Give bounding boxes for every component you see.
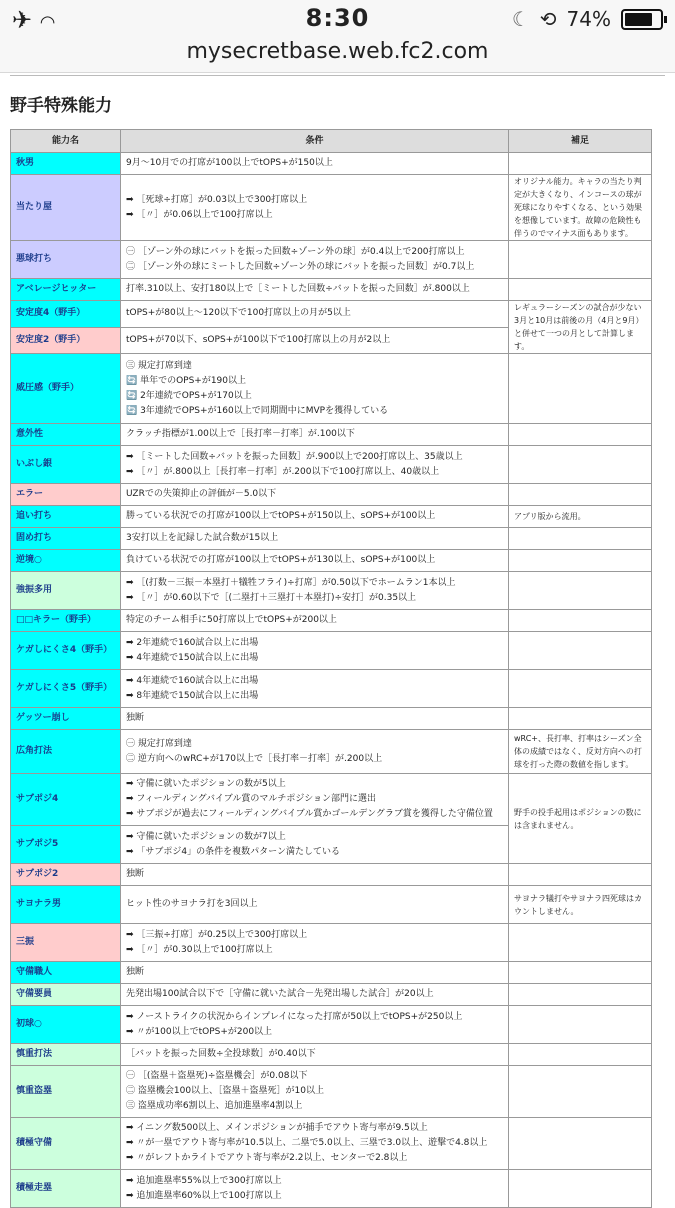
ability-condition: [121, 241, 509, 279]
battery-icon: [621, 9, 663, 30]
table-row: [11, 924, 652, 962]
ability-note-empty: [509, 670, 652, 708]
ability-condition: [121, 572, 509, 610]
ability-name: 追い打ち: [11, 506, 121, 528]
ability-condition: [121, 924, 509, 962]
ability-name: 秋男: [11, 153, 121, 175]
ability-name: サブポジ4: [11, 774, 121, 826]
ability-note-empty: [509, 1006, 652, 1044]
condition-line: ➡ ［〃］が0.06以上で100打席以上: [126, 209, 273, 220]
table-row: [11, 864, 652, 886]
table-row: [11, 506, 652, 528]
condition-line: 🔄 単年でのOPS+が190以上: [126, 375, 247, 386]
ability-name: 三振: [11, 924, 121, 962]
condition-line: 特定のチーム相手に50打席以上でtOPS+が200以上: [126, 615, 337, 625]
condition-line: ㊁ 逆方向へのwRC+が170以上で［長打率－打率］が.200以上: [126, 753, 383, 764]
condition-line: ➡ 守備に就いたポジションの数が7以上: [126, 831, 286, 842]
ability-name: 守備職人: [11, 962, 121, 984]
table-row: [11, 175, 652, 241]
header-name: 能力名: [11, 130, 121, 153]
ability-name: 安定度4（野手）: [11, 301, 121, 328]
table-row: [11, 1044, 652, 1066]
condition-line: ➡ 2年連続で160試合以上に出場: [126, 637, 259, 648]
page-title: 野手特殊能力: [10, 96, 112, 116]
ability-name: サブポジ2: [11, 864, 121, 886]
ability-name: 守備要員: [11, 984, 121, 1006]
ability-note-empty: [509, 962, 652, 984]
url-text[interactable]: mysecretbase.web.fc2.com: [186, 39, 489, 64]
table-row: [11, 886, 652, 924]
table-row: [11, 962, 652, 984]
condition-line: 独断: [126, 713, 145, 723]
ability-condition: [121, 670, 509, 708]
ability-condition: [121, 424, 509, 446]
ability-name: 意外性: [11, 424, 121, 446]
status-time: 8:30: [305, 4, 370, 32]
ability-condition: [121, 175, 509, 241]
ability-condition: [121, 864, 509, 886]
ability-note-empty: [509, 1118, 652, 1170]
ability-note-empty: [509, 528, 652, 550]
status-bar: [0, 0, 675, 40]
ability-note-empty: [509, 572, 652, 610]
condition-line: 独断: [126, 967, 145, 977]
ability-note-empty: [509, 1170, 652, 1208]
ability-name: ケガしにくさ4（野手）: [11, 632, 121, 670]
ability-name: 安定度2（野手）: [11, 327, 121, 354]
ability-condition: [121, 1066, 509, 1118]
condition-line: UZRでの失策抑止の評価が－5.0以下: [126, 489, 277, 499]
condition-line: ➡ 守備に就いたポジションの数が5以上: [126, 779, 286, 789]
wifi-icon: ◠: [39, 12, 56, 33]
table-row: [11, 572, 652, 610]
table-row: [11, 1066, 652, 1118]
ability-name: 積極守備: [11, 1118, 121, 1170]
ability-note-empty: [509, 924, 652, 962]
ability-condition: [121, 1044, 509, 1066]
ability-condition: [121, 774, 509, 826]
condition-line: ➡ 8年連続で150試合以上に出場: [126, 690, 259, 701]
moon-icon: ☾: [511, 7, 530, 31]
condition-line: ➡ イニング数500以上、メインポジションが捕手でアウト寄与率が9.5以上: [126, 1123, 428, 1133]
condition-line: ➡ フィールディングバイブル賞のマルチポジション部門に選出: [126, 794, 377, 804]
page-content: [0, 73, 675, 1201]
condition-line: ➡ 「サブポジ4」の条件を複数パターン満たしている: [126, 846, 340, 857]
ability-condition: [121, 279, 509, 301]
condition-line: 負けている状況での打席が100以上でtOPS+が130以上、sOPS+が100以上: [126, 555, 436, 565]
table-row: [11, 774, 652, 826]
ability-note-empty: [509, 241, 652, 279]
table-row: [11, 708, 652, 730]
ability-note: オリジナル能力。キャラの当たり判定が大きくなり、インコースの球が死球になりやすくなる、という効果を想像しています。故障の危険性も伴うのでマイナス面もあります。: [509, 175, 652, 241]
table-header: [11, 130, 652, 153]
abilities-table: [10, 129, 652, 1208]
ability-note-empty: [509, 708, 652, 730]
table-row: [11, 424, 652, 446]
ability-name: エラー: [11, 484, 121, 506]
ability-note: wRC+、長打率、打率はシーズン全体の成績ではなく、反対方向への打球を打った際の数値を指します。: [509, 730, 652, 774]
condition-line: 打率.310以上、安打180以上で［ミートした回数÷バットを振った回数］が.800以上: [126, 284, 470, 294]
table-row: [11, 484, 652, 506]
status-right: [512, 7, 663, 31]
condition-line: ➡ ［(打数－三振－本塁打＋犠牲フライ)÷打席］が0.50以下でホームラン1本以上: [126, 577, 456, 588]
condition-line: ➡ 4年連続で150試合以上に出場: [126, 652, 259, 663]
condition-line: 先発出場100試合以下で［守備に就いた試合－先発出場した試合］が20以上: [126, 989, 434, 999]
ability-name: 慎重打法: [11, 1044, 121, 1066]
ability-note-empty: [509, 632, 652, 670]
condition-line: ➡ ［〃］が.800以上［長打率－打率］が.200以下で100打席以上、40歳以上: [126, 466, 440, 477]
ability-name: 強振多用: [11, 572, 121, 610]
ability-note-empty: [509, 984, 652, 1006]
ability-note: レギュラーシーズンの試合が少ない3月と10月は前後の月（4月と9月）と併せて一つの月として計算します。: [509, 301, 652, 354]
ability-note-empty: [509, 446, 652, 484]
ability-note: アプリ版から流用。: [509, 506, 652, 528]
header-note: 補足: [509, 130, 652, 153]
ability-condition: [121, 610, 509, 632]
condition-line: 勝っている状況での打席が100以上でtOPS+が150以上、sOPS+が100以上: [126, 511, 436, 521]
address-bar[interactable]: [0, 40, 675, 73]
table-row: [11, 1006, 652, 1044]
table-row: [11, 632, 652, 670]
condition-line: ㊂ 盗塁成功率6割以上、追加進塁率4割以上: [126, 1101, 303, 1111]
ability-name: 固め打ち: [11, 528, 121, 550]
ability-condition: [121, 1118, 509, 1170]
condition-line: ヒット性のサヨナラ打を3回以上: [126, 899, 258, 909]
condition-line: ➡ 〃がレフトかライトでアウト寄与率が2.2以上、センターで2.8以上: [126, 1153, 408, 1163]
ability-condition: [121, 984, 509, 1006]
condition-line: ➡ サブポジが過去にフィールディングバイブル賞かゴールデングラブ賞を獲得した守備位置: [126, 809, 493, 819]
condition-line: ㊀ ［(盗塁＋盗塁死)÷盗塁機会］が0.08以下: [126, 1071, 308, 1081]
condition-line: ➡ 〃が一塁でアウト寄与率が10.5以上、二塁で5.0以上、三塁で3.0以上、遊撃で4.8以上: [126, 1138, 488, 1148]
condition-line: ➡ 4年連続で160試合以上に出場: [126, 675, 259, 686]
ability-name: サブポジ5: [11, 826, 121, 864]
table-row: [11, 153, 652, 175]
ability-name: ケガしにくさ5（野手）: [11, 670, 121, 708]
ability-condition: [121, 528, 509, 550]
divider: [10, 75, 665, 76]
table-row: [11, 1118, 652, 1170]
ability-note-empty: [509, 864, 652, 886]
condition-line: ➡ ［〃］が0.60以下で［(二塁打＋三塁打＋本塁打)÷安打］が0.35以上: [126, 592, 417, 603]
condition-line: 9月～10月での打席が100以上でtOPS+が150以上: [126, 158, 333, 168]
condition-line: 🔄 2年連続でOPS+が170以上: [126, 390, 252, 401]
ability-note-empty: [509, 424, 652, 446]
ability-condition: [121, 1006, 509, 1044]
ability-condition: [121, 962, 509, 984]
ability-note-empty: [509, 484, 652, 506]
condition-line: ㊀ ［ゾーン外の球にバットを振った回数÷ゾーン外の球］が0.4以上で200打席以上: [126, 246, 465, 257]
condition-line: ➡ ノーストライクの状況からインプレイになった打席が50以上でtOPS+が250以上: [126, 1011, 463, 1022]
condition-line: ㊁ 盗塁機会100以上、［盗塁＋盗塁死］が10以上: [126, 1086, 324, 1096]
ability-note-empty: [509, 354, 652, 424]
ability-condition: [121, 446, 509, 484]
ability-note-empty: [509, 279, 652, 301]
condition-line: ➡ ［三振÷打席］が0.25以上で300打席以上: [126, 929, 308, 940]
condition-line: tOPS+が80以上～120以下で100打席以上の月が5以上: [126, 308, 351, 319]
ability-note-empty: [509, 610, 652, 632]
ability-name: 逆境○: [11, 550, 121, 572]
table-row: [11, 528, 652, 550]
ability-condition: [121, 484, 509, 506]
condition-line: tOPS+が70以下、sOPS+が100以下で100打席以上の月が2以上: [126, 334, 391, 345]
table-row: [11, 1170, 652, 1208]
ability-name: いぶし銀: [11, 446, 121, 484]
ability-name: 慎重盗塁: [11, 1066, 121, 1118]
condition-line: ➡ 追加進塁率55%以上で300打席以上: [126, 1175, 282, 1186]
ability-note-empty: [509, 153, 652, 175]
ability-name: 広角打法: [11, 730, 121, 774]
table-row: [11, 301, 652, 328]
rotation-lock-icon: ⟲: [539, 7, 557, 31]
table-row: [11, 354, 652, 424]
ability-condition: [121, 886, 509, 924]
ability-condition: [121, 826, 509, 864]
ability-name: □□キラー（野手）: [11, 610, 121, 632]
ability-condition: [121, 354, 509, 424]
ability-name: 積極走塁: [11, 1170, 121, 1208]
condition-line: ㊁ ［ゾーン外の球にミートした回数÷ゾーン外の球にバットを振った回数］が0.7以上: [126, 261, 475, 272]
ability-name: 当たり屋: [11, 175, 121, 241]
table-row: [11, 610, 652, 632]
ability-condition: [121, 1170, 509, 1208]
condition-line: 3安打以上を記録した試合数が15以上: [126, 533, 279, 543]
condition-line: ㊀ 規定打席到達: [126, 738, 192, 749]
ability-condition: [121, 550, 509, 572]
condition-line: 独断: [126, 869, 145, 879]
table-row: [11, 984, 652, 1006]
ability-note: サヨナラ犠打やサヨナラ四死球はカウントしません。: [509, 886, 652, 924]
ability-name: 威圧感（野手）: [11, 354, 121, 424]
condition-line: ［バットを振った回数÷全投球数］が0.40以下: [126, 1049, 316, 1059]
table-row: [11, 241, 652, 279]
condition-line: ➡ 〃が100以上でtOPS+が200以上: [126, 1026, 273, 1037]
table-row: [11, 279, 652, 301]
condition-line: 🔄 3年連続でOPS+が160以上で同期間中にMVPを獲得している: [126, 405, 389, 416]
ability-condition: [121, 327, 509, 354]
airplane-icon: ✈: [12, 6, 33, 34]
table-body: [11, 153, 652, 1208]
table-row: [11, 730, 652, 774]
condition-line: ➡ ［死球÷打席］が0.03以上で300打席以上: [126, 194, 308, 205]
table-row: [11, 550, 652, 572]
condition-line: クラッチ指標が1.00以上で［長打率－打率］が.100以下: [126, 429, 355, 439]
ability-name: アベレージヒッター: [11, 279, 121, 301]
ability-condition: [121, 153, 509, 175]
table-row: [11, 446, 652, 484]
condition-line: ➡ ［〃］が0.30以上で100打席以上: [126, 944, 273, 955]
battery-percent: 74%: [566, 7, 611, 31]
ability-note-empty: [509, 1044, 652, 1066]
ability-name: 初球○: [11, 1006, 121, 1044]
ability-condition: [121, 301, 509, 328]
table-row: [11, 670, 652, 708]
ability-condition: [121, 506, 509, 528]
ability-note-empty: [509, 1066, 652, 1118]
condition-line: ㊂ 規定打席到達: [126, 360, 192, 371]
ability-name: 悪球打ち: [11, 241, 121, 279]
ability-name: サヨナラ男: [11, 886, 121, 924]
ability-note: 野手の投手起用はポジションの数には含まれません。: [509, 774, 652, 864]
ability-note-empty: [509, 550, 652, 572]
condition-line: ➡ 追加進塁率60%以上で100打席以上: [126, 1190, 282, 1201]
header-condition: 条件: [121, 130, 509, 153]
ability-condition: [121, 632, 509, 670]
ability-name: ゲッツー崩し: [11, 708, 121, 730]
condition-line: ➡ ［ミートした回数÷バットを振った回数］が.900以上で200打席以上、35歳以上: [126, 451, 463, 462]
ability-condition: [121, 730, 509, 774]
ability-condition: [121, 708, 509, 730]
